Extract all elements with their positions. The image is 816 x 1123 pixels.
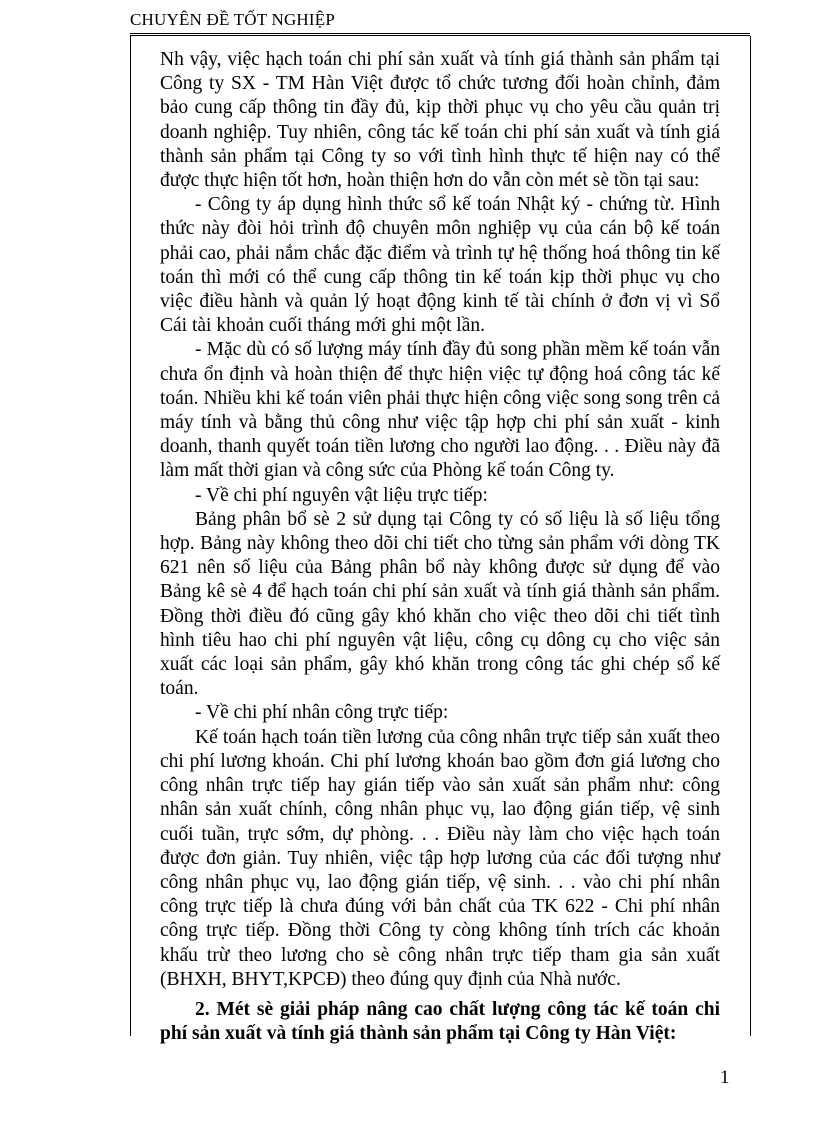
paragraph-allocation-table: Bảng phân bổ sè 2 sử dụng tại Công ty có số liệu là số liệu tổng hợp. Bảng này không theo dõi chi tiết cho từng sản phẩm với dòng TK 621 nên số liệu của Bảng phân bổ này không được sử dụng để vào Bảng kê sè 4 để hạch toán chi phí sản xuất và tính giá thành sản phẩm. Đồng thời điều đó cũng gây khó khăn cho việc theo dõi chi tiết tình hình tiêu hao chi phí nguyên vật liệu, công cụ dông cụ cho việc sản xuất các loại sản phẩm, gây khó khăn trong công tác ghi chép sổ kế toán. [160, 508, 720, 700]
paragraph-software: - Mặc dù có số lượng máy tính đầy đủ song phần mềm kế toán vẫn chưa ổn định và hoàn thiện để thực hiện việc tự động hoá công tác kế toán. Nhiều khi kế toán viên phải thực hiện công việc song song trên cả máy tính và bằng thủ công như việc tập hợp chi phí sản xuất - kinh doanh, thanh quyết toán tiền lương cho người lao động. . . Điều này đã làm mất thời gian và công sức của Phòng kế toán Công ty. [160, 339, 720, 482]
subheading-material-cost: - Về chi phí nguyên vật liệu trực tiếp: [195, 484, 488, 506]
page-border-right [750, 36, 751, 1036]
subheading-labor-cost: - Về chi phí nhân công trực tiếp: [195, 702, 449, 724]
paragraph-wages: Kế toán hạch toán tiền lương của công nhân trực tiếp sản xuất theo chi phí lương khoán. Chi phí lương khoán bao gồm đơn giá lương cho công nhân trực tiếp hay gián tiếp vào sản xuất sản phẩm như: công nhân sản xuất chính, công nhân phục vụ, lao động gián tiếp, vệ sinh cuối tuần, trực sớm, dự phòng. . . Điều này làm cho việc hạch toán được đơn giản. Tuy nhiên, việc tập hợp lương của các đối tượng như công nhân phục vụ, lao động gián tiếp, vệ sinh. . . vào chi phí nhân công trực tiếp là chưa đúng với bản chất của TK 622 - Chi phí nhân công trực tiếp. Đồng thời Công ty còng không tính trích các khoản khấu trừ theo lương cho sè công nhân trực tiếp tham gia sản xuất (BHXH, BHYT,KPCĐ) theo đúng quy định của Nhà nước. [160, 726, 720, 990]
paragraph-accounting-form: - Công ty áp dụng hình thức sổ kế toán Nhật ký - chứng từ. Hình thức này đòi hỏi trình độ chuyên môn nghiệp vụ của cán bộ kế toán phải cao, phải nắm chắc đặc điểm và trình tự hệ thống hoá thông tin kế toán thì mới có thể cung cấp thông tin kế toán kịp thời phục vụ cho việc điều hành và quản lý hoạt động kinh tế tài chính ở đơn vị vì Sổ Cái tài khoản cuối tháng mới ghi một lần. [160, 194, 720, 337]
page-header: CHUYÊN ĐỀ TỐT NGHIỆP [130, 10, 750, 36]
section-heading: 2. Mét sè giải pháp nâng cao chất lượng công tác kế toán chi phí sản xuất và tính giá thành sản phẩm tại Công ty Hàn Việt: [160, 998, 720, 1045]
paragraph-intro: Nh vậy, việc hạch toán chi phí sản xuất và tính giá thành sản phẩm tại Công ty SX - TM Hàn Việt được tổ chức tương đối hoàn chỉnh, đảm bảo cung cấp thông tin đầy đủ, kịp thời phục vụ cho yêu cầu quản trị doanh nghiệp. Tuy nhiên, công tác kế toán chi phí sản xuất và tính giá thành sản phẩm tại Công ty so với tình hình thực tế hiện nay có thể được thực hiện tốt hơn, hoàn thiện hơn do vẫn còn mét sè tồn tại sau: [160, 49, 720, 192]
document-body [160, 48, 720, 1046]
page-border-left [130, 36, 131, 1036]
page-number: 1 [720, 1067, 730, 1088]
